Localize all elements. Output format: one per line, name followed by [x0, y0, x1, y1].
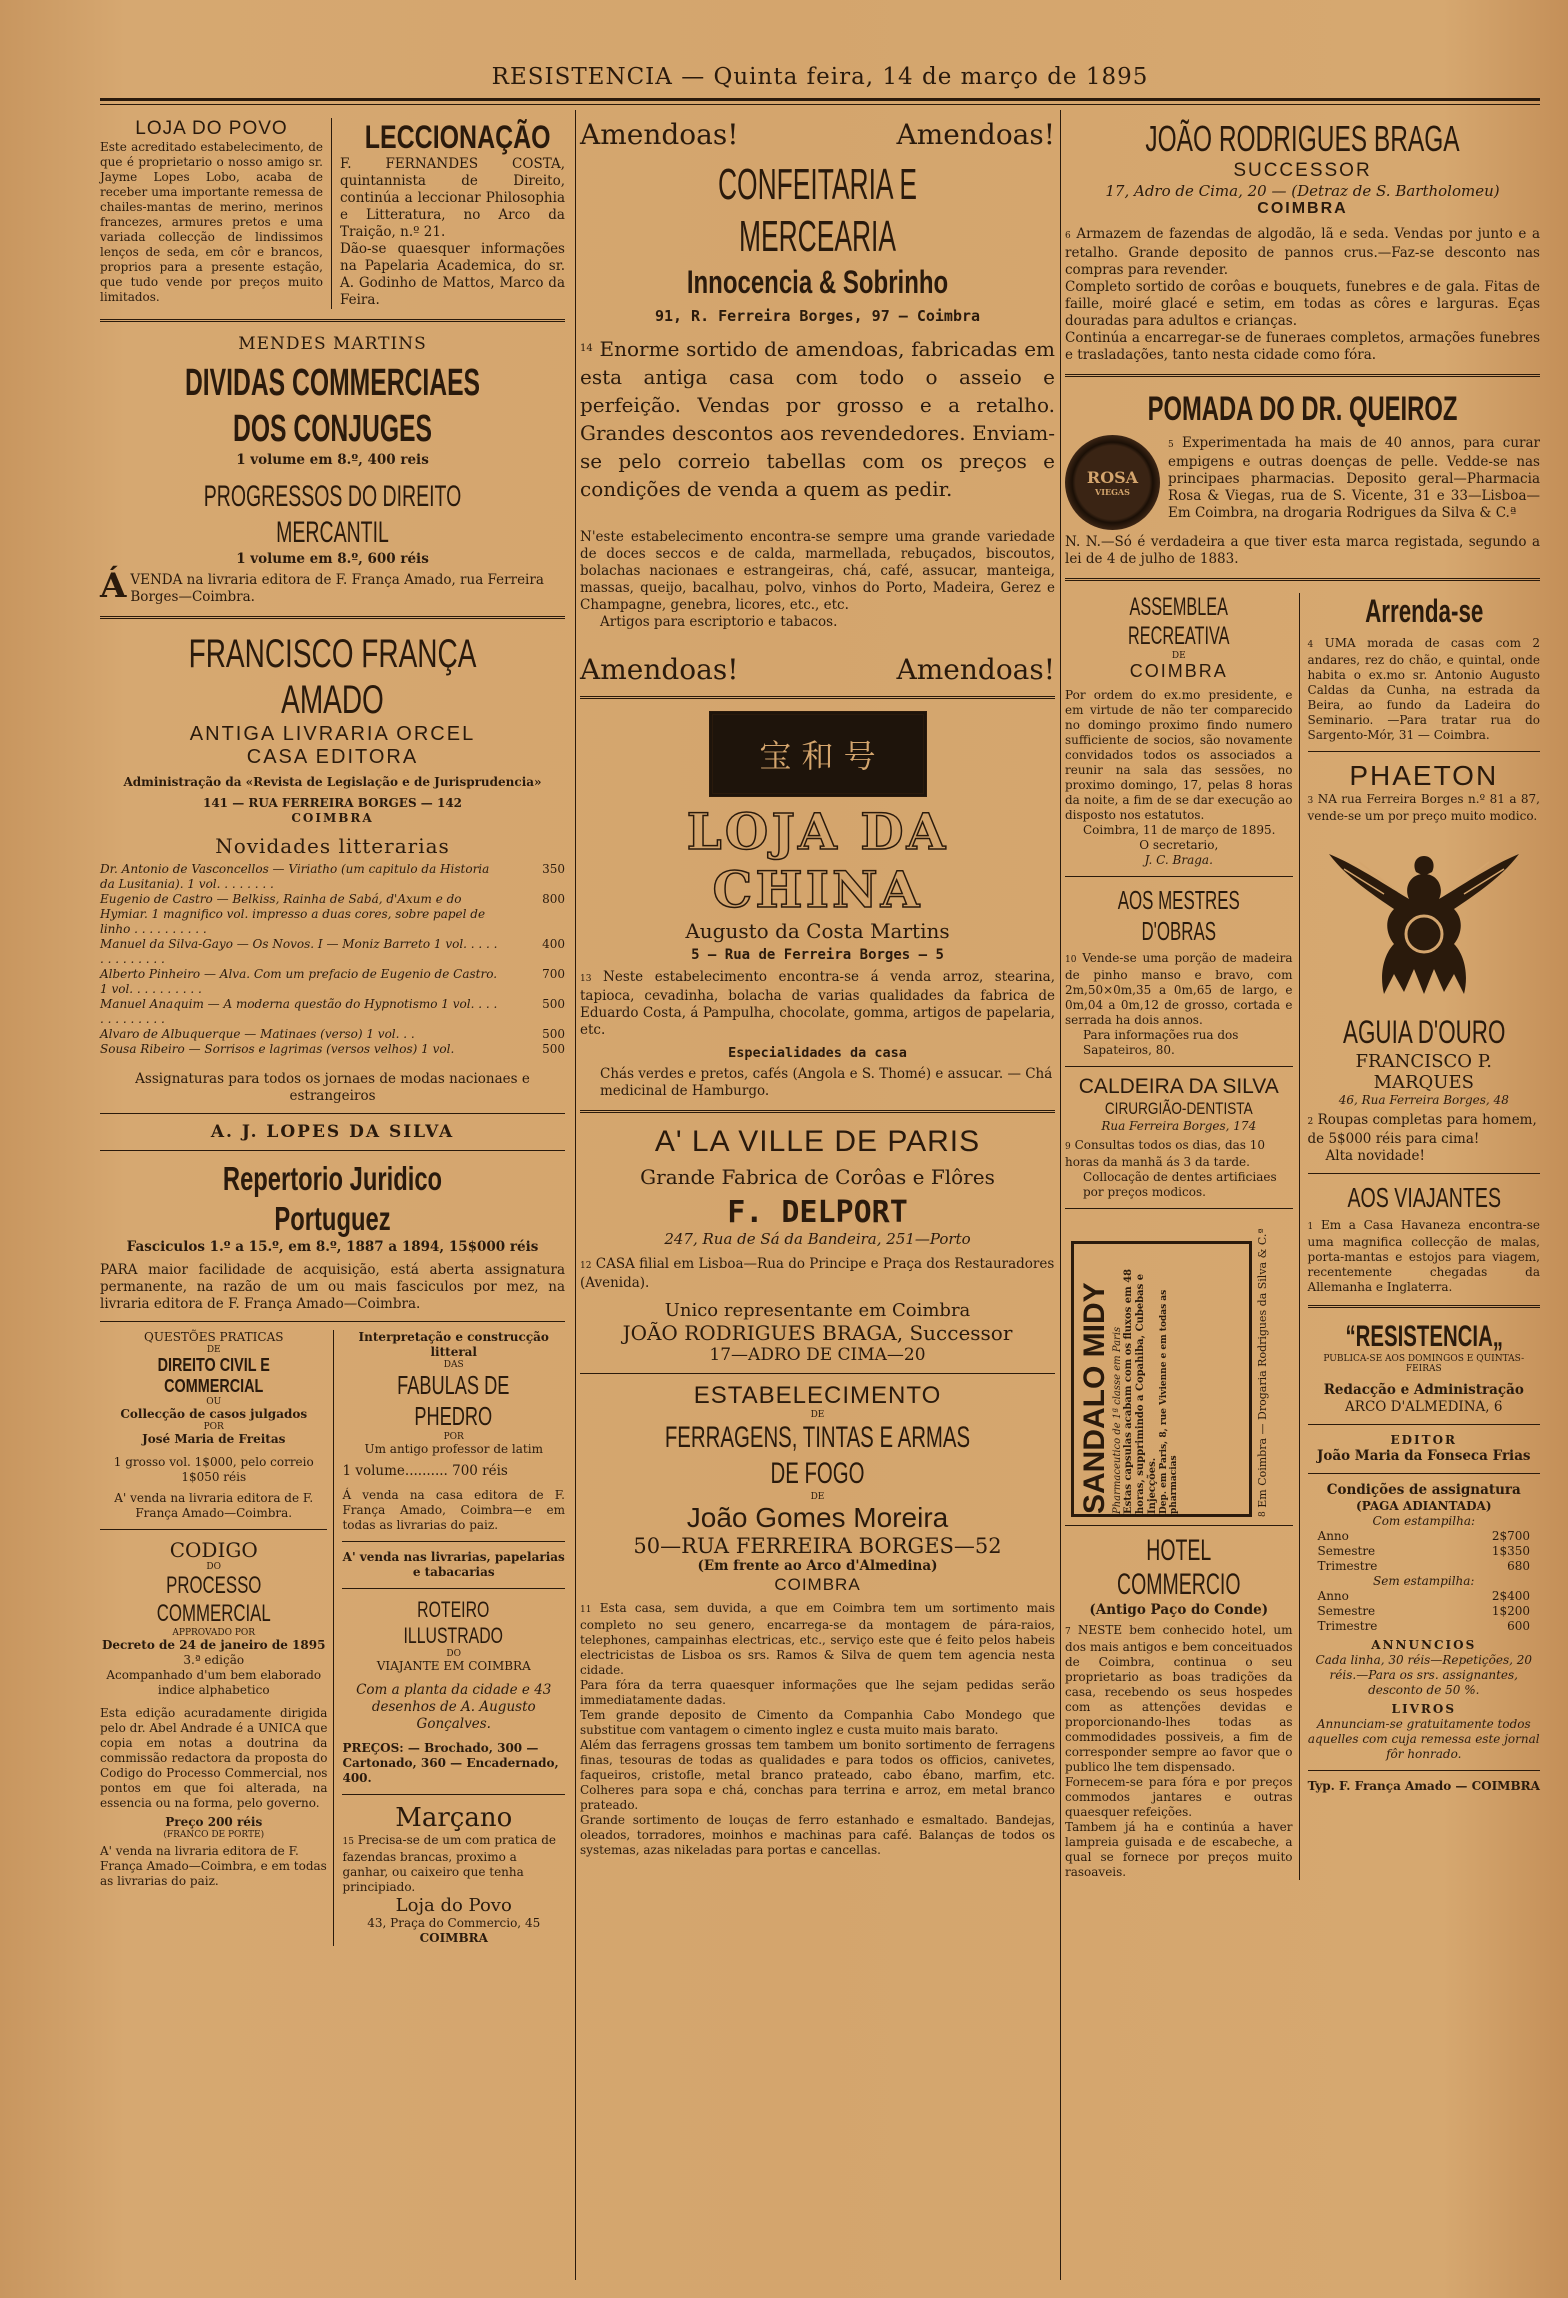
- editor-name: João Maria da Fonseca Frias: [1316, 1448, 1531, 1464]
- caldeira-title: CALDEIRA DA SILVA: [1078, 1075, 1279, 1098]
- codigo-heading: CODIGO: [169, 1538, 258, 1562]
- ad-leccionacao: [332, 118, 565, 309]
- divider: [1308, 1473, 1540, 1474]
- divider: [342, 1541, 565, 1542]
- ad-text: Este acreditado estabelecimento, de que é proprietario o nosso amigo sr. Jayme Lopes Lobo, acaba de receber uma importante remessa de chailes-mantas de merino, merinos francezes, armures pretos e uma variada collecção de lindissimos lenços de seda, em côr e brancos, proprios para a presente estação, que tudo vende por preços muito limitados.: [100, 140, 323, 304]
- divider: [1308, 1770, 1540, 1771]
- price-row: Semestre 1$200: [1317, 1604, 1530, 1618]
- novidades-heading: Novidades litterarias: [215, 834, 450, 858]
- codigo-edicao: 3.ª edição: [183, 1653, 245, 1667]
- fabulas-title: FABULAS DE PHEDRO: [397, 1370, 510, 1431]
- fabulas-venda: Á venda na casa editora de F. França Amado, Coimbra—e em todas as livrarias do paiz.: [342, 1488, 565, 1532]
- codigo-decreto: Decreto de 24 de janeiro de 1895: [102, 1638, 326, 1652]
- braga-successor: SUCCESSOR: [1233, 160, 1372, 181]
- book-row: Sousa Ribeiro — Sorrisos e lagrimas (versos velhos) 1 vol. 500: [100, 1042, 565, 1056]
- divider: [580, 1110, 1055, 1115]
- ville-sub: Grande Fabrica de Corôas e Flôres: [640, 1165, 995, 1189]
- ferragens-text: 11 Esta casa, sem duvida, a que em Coimbra tem um sortimento mais completo no seu genero, encarrega-se da montagem de pára-raios, telephones, campainhas electricas, etc., serviço este que é feito pelos habeis electricistas de Lisboa os srs. Ramos & Silva de quem tem agencia nesta cidade.: [580, 1601, 1055, 1677]
- masthead: RESISTENCIA — Quinta feira, 14 de março de 1895: [491, 64, 1149, 90]
- fabulas-das: DAS: [443, 1360, 464, 1370]
- livrarias-text: A' venda nas livrarias, papelarias e tabacarias: [342, 1550, 565, 1579]
- mestres-text: 10 Vende-se uma porção de madeira de pinho manso e bravo, com 2m,50×0m,35 a 0m,65 de largo, e 0m,04 a 0m,12 de grosso, cortada e serrada ha dois annos.: [1065, 951, 1293, 1027]
- book-row: Alberto Pinheiro — Alva. Com um prefacio de Eugenio de Castro. 1 vol. . . . . . . . . . 700: [100, 967, 565, 996]
- condicoes-heading: Condições de assignatura: [1326, 1482, 1521, 1498]
- aguia-novidade: Alta novidade!: [1325, 1148, 1425, 1164]
- estab-de: DE: [810, 1492, 825, 1502]
- questoes-author: José Maria de Freitas: [142, 1432, 286, 1446]
- ad-text: F. FERNANDES COSTA, quintannista de Direito, continúa a leccionar Philosophia e Litteratura, no Arco da Traição, n.º 21.: [340, 156, 565, 240]
- book-row: Dr. Antonio de Vasconcellos — Viriatho (um capitulo da Historia da Lusitania). 1 vol. . . . . . . . 350: [100, 862, 565, 891]
- pomada-nn: N. N.—Só é verdadeira a que tiver esta marca registada, segundo a lei de 4 de julho de 1883.: [1065, 534, 1540, 567]
- condicoes-paga: (PAGA ADIANTADA): [1356, 1499, 1492, 1513]
- amendoas-banner: Amendoas! Amendoas!: [580, 118, 1055, 151]
- mestres-info: Para informações rua dos Sapateiros, 80.: [1083, 1028, 1239, 1057]
- caldeira-consultas: 9 Consultas todos os dias, das 10 horas da manhã ás 3 da tarde.: [1065, 1138, 1266, 1169]
- marcano-text: 15 Precisa-se de um com pratica de fazendas brancas, proximo a ganhar, ou caixeiro que tenha principiado.: [342, 1833, 557, 1894]
- braga-continua: Continúa a encarregar-se de funeraes completos, armações funebres e trasladações, tanto nesta cidade como fóra.: [1065, 330, 1540, 363]
- column-1: [100, 118, 565, 1946]
- divider: [1065, 578, 1540, 583]
- divider: [1065, 1208, 1293, 1209]
- annuncios-text: Cada linha, 30 réis—Repetições, 20 réis.—Para os srs. assignantes, desconto de 50 %.: [1315, 1653, 1533, 1697]
- delport-rep-address: 17—ADRO DE CIMA—20: [709, 1345, 926, 1365]
- marcano-address: 43, Praça do Commercio, 45: [367, 1916, 541, 1930]
- book-row: Eugenio de Castro — Belkiss, Rainha de Sabá, d'Axum e do Hymiar. 1 magnifico vol. impresso a duas cores, sobre papel de linho . . . . . . . . . . 800: [100, 892, 565, 936]
- amendoas-banner: Amendoas! Amendoas!: [580, 653, 1055, 686]
- joao-gomes: João Gomes Moreira: [686, 1502, 949, 1533]
- sandalo-block: [1065, 1217, 1293, 1517]
- pomada-title: POMADA DO DR. QUEIROZ: [1147, 390, 1458, 428]
- sandalo-midy-ad: [1071, 1241, 1252, 1517]
- divider: [1308, 1424, 1540, 1425]
- column-divider: [575, 110, 576, 2280]
- delport-rep: JOÃO RODRIGUES BRAGA, Successor: [622, 1321, 1013, 1345]
- mestres-title: AOS MESTRES D'OBRAS: [1117, 885, 1240, 946]
- roteiro-desc: Com a planta da cidade e 43 desenhos de A. Augusto Gonçalves.: [356, 1682, 552, 1732]
- aguia-roupas: 2 Roupas completas para homem, de 5$000 réis para cima!: [1307, 1112, 1537, 1147]
- ville-title: A' LA VILLE DE PARIS: [654, 1125, 981, 1158]
- divider: [100, 1150, 565, 1151]
- header-rule: [100, 98, 1540, 105]
- sandalo-title: SANDALO MIDY: [1078, 1282, 1111, 1514]
- hotel-fornecem: Fornecem-se para fóra e por preços commodos jantares e outras quaesquer refeições.: [1065, 1775, 1293, 1819]
- publisher-city: COIMBRA: [291, 811, 374, 825]
- questoes-sub: Collecção de casos julgados: [120, 1407, 308, 1421]
- price-row: Anno 2$400: [1317, 1589, 1530, 1603]
- col3-split: [1065, 593, 1540, 1880]
- fabulas-price: 1 volume.......... 700 réis: [342, 1463, 508, 1479]
- ferragens-sortimento: Grande sortimento de louças de ferro estanhado e esmaltado. Bandejas, oleados, torradores, moinhos e machinas para café. Balanças de todos os systemas, azas nikeladas para portas e cancellas.: [580, 1813, 1055, 1857]
- china-sign: 宝 和 号: [709, 711, 927, 797]
- braga-armazem: 6 Armazem de fazendas de algodão, lã e seda. Vendas por junto e a retalho. Grande deposito de pannos crus.—Faz-se desconto nas compras para revender.: [1065, 226, 1540, 278]
- confeitaria-text: $^{14}$ Enorme sortido de amendoas, fabricadas em esta antiga casa com todo o asseio e perfeição. Vendas por grosso e a retalho. Grandes descontos aos revendedores. Enviam-se pelo correio tabellas com os preços e condições de venda a quem as pedir.: [580, 337, 1056, 501]
- divider: [580, 1373, 1055, 1374]
- viajantes-text: 1 Em a Casa Havaneza encontra-se uma magnifica collecção de malas, porta-mantas e estojos para viagem, recentemente chegadas da Allemanha e Inglaterra.: [1307, 1218, 1540, 1294]
- book-volume: 1 volume em 8.º, 400 reis: [236, 452, 429, 468]
- book-title: DIVIDAS COMMERCIAES DOS CONJUGES: [184, 362, 481, 450]
- sem-estampilha: Sem estampilha:: [1373, 1574, 1475, 1588]
- book-title: Repertorio Juridico Portuguez: [222, 1160, 443, 1237]
- phaeton-title: PHAETON: [1349, 760, 1499, 791]
- caldeira-sub: CIRURGIÃO-DENTISTA: [1104, 1099, 1253, 1118]
- livros-heading: LIVROS: [1391, 1702, 1456, 1716]
- eagle-illustration: [1308, 824, 1540, 1014]
- divider: [100, 319, 565, 324]
- estab-de: DE: [810, 1410, 825, 1420]
- arrenda-text: 4 UMA morada de casas com 2 andares, rez do chão, e quintal, onde habita o ex.mo sr. Antonio Augusto Caldas da Cunha, na estrada da Beira, ao fundo da Ladeira do Seminario. —Para tratar rua do Sargento-Mór, 31 — Coimbra.: [1307, 636, 1540, 742]
- divider: [1065, 1525, 1293, 1526]
- divider: [1308, 751, 1540, 752]
- book-row: Manuel da Silva-Gayo — Os Novos. I — Moniz Barreto 1 vol. . . . . . . . . . . . . . 400: [100, 937, 565, 966]
- codigo-venda: A' venda na livraria editora de F. França Amado—Coimbra, e em todas as livrarias do paiz.: [100, 1844, 327, 1888]
- questoes-price: 1 grosso vol. 1$000, pelo correio 1$050 réis: [113, 1455, 314, 1484]
- lower-ads: [100, 1330, 565, 1946]
- typ-footer: Typ. F. França Amado — COIMBRA: [1307, 1779, 1540, 1793]
- marcano-title: Marçano: [395, 1803, 513, 1833]
- eagle-icon: [1324, 834, 1524, 1004]
- book-volume: 1 volume em 8.º, 600 réis: [236, 551, 429, 567]
- publisher-line: ANTIGA LIVRARIA ORCEL: [189, 723, 476, 745]
- fabulas-por: POR: [443, 1432, 464, 1442]
- ad-title: LECCIONAÇÃO: [364, 119, 551, 155]
- delport-filial: 12 CASA filial em Lisboa—Rua do Principe e Praça dos Restauradores (Avenida).: [580, 1256, 1055, 1291]
- column-3: [1065, 118, 1540, 1880]
- codigo-price: Preço 200 réis: [165, 1815, 263, 1829]
- assemblea-braga: J. C. Braga.: [1144, 853, 1213, 867]
- sandalo-dep: Dep. em Paris, 8, rue Vivienne e em todas as pharmacias: [1159, 1289, 1179, 1514]
- assemblea-text: Por ordem do ex.mo presidente, e em virtude de não ter comparecido no domingo proximo findo numero sufficiente de socios, são novamente convidados todos os associados a reunir na sala das sessões, no proximo domingo, 17, pelas 8 horas da noite, a fim de se dar execução ao disposto nos estatutos.: [1065, 688, 1293, 822]
- codigo-text: Esta edição acuradamente dirigida pelo dr. Abel Andrade é a UNICA que copia em notas a doutrina da commissão redactora da proposta do Codigo do Processo Commercial, nos pontos em que foi alterada, na essencia ou na forma, pelo governo.: [100, 1706, 328, 1810]
- codigo-title: PROCESSO COMMERCIAL: [156, 1572, 271, 1627]
- assemblea-date: Coimbra, 11 de março de 1895.: [1083, 823, 1276, 837]
- divider: [342, 1588, 565, 1589]
- codigo-franco: (FRANCO DE PORTE): [163, 1830, 265, 1840]
- questoes-title: DIREITO CIVIL E COMMERCIAL: [157, 1355, 270, 1396]
- ferragens-cimento: Tem grande deposito de Cimento da Companhia Cabo Mondego que substitue com vantagem o cimento inglez e custa muito mais barato.: [580, 1708, 1055, 1737]
- ad-loja-do-povo: [100, 118, 332, 309]
- book-title: PROGRESSOS DO DIREITO MERCANTIL: [203, 480, 462, 549]
- price-row: Semestre 1$350: [1317, 1544, 1530, 1558]
- codigo-aprovado: APPROVADO POR: [172, 1628, 256, 1638]
- col3-right: [1300, 593, 1540, 1880]
- com-estampilha: Com estampilha:: [1372, 1514, 1476, 1528]
- delport-name: F. DELPORT: [727, 1195, 908, 1230]
- confeitaria-title: CONFEITARIA E MERCEARIA: [717, 160, 918, 261]
- confeitaria-artigos: Artigos para escriptorio e tabacos.: [600, 614, 838, 630]
- rosa-viegas-seal: ROSA VIEGAS: [1065, 435, 1160, 530]
- divider: [1065, 374, 1540, 379]
- divider: [100, 616, 565, 621]
- roteiro-title: ROTEIRO ILLUSTRADO: [403, 1597, 504, 1648]
- aguia-owner: FRANCISCO P. MARQUES: [1355, 1051, 1492, 1093]
- fabulas-author: Um antigo professor de latim: [364, 1442, 543, 1456]
- aguia-title: AGUIA D'OURO: [1342, 1014, 1505, 1050]
- marcano-city: COIMBRA: [419, 1931, 488, 1945]
- fabulas-heading: Interpretação e construcção litteral: [358, 1330, 549, 1359]
- codigo-do: DO: [206, 1562, 222, 1572]
- divider: [1065, 876, 1293, 877]
- assignatura-text: PARA maior facilidade de acquisição, está aberta assignatura permanente, na razão de um ou mais fasciculos por mez, na livraria editora de F. França Amado—Coimbra.: [100, 1262, 565, 1312]
- column-2: [580, 118, 1055, 1858]
- assemblea-de: DE: [1171, 651, 1186, 661]
- innocencia-name: Innocencia & Sobrinho: [686, 264, 949, 300]
- resistencia-title: “RESISTENCIA„: [1344, 1320, 1503, 1353]
- divider: [100, 1529, 327, 1530]
- assignaturas-text: Assignaturas para todos os jornaes de modas nacionaes e estrangeiros: [135, 1071, 530, 1104]
- loja-china-owner: Augusto da Costa Martins: [685, 919, 950, 943]
- ferragens-para-fora: Para fóra da terra quaesquer informações que lhe sejam pedidas serão immediatamente dadas.: [580, 1678, 1055, 1707]
- resistencia-redaccao: Redacção e Administração: [1323, 1382, 1524, 1398]
- top-ads: [100, 118, 565, 309]
- price-row: Trimestre 600: [1317, 1619, 1530, 1633]
- loja-china-address: 5 — Rua de Ferreira Borges — 5: [691, 947, 944, 963]
- ad-title: LOJA DO POVO: [135, 118, 288, 139]
- roteiro-do: DO: [446, 1649, 462, 1659]
- aguia-address: 46, Rua Ferreira Borges, 48: [1338, 1093, 1509, 1107]
- livros-text: Annunciam-se gratuitamente todos aquelles com cuja remessa este jornal fôr honrado.: [1307, 1717, 1540, 1761]
- sandalo-sub: Pharmaceutico de 1ª classe em Paris: [1112, 1326, 1123, 1514]
- braga-address: 17, Adro de Cima, 20 — (Detraz de S. Bartholomeu): [1105, 182, 1500, 200]
- ad-text: Dão-se quaesquer informações na Papelaria Academica, do sr. A. Godinho de Mattos, Marco da Feira.: [340, 241, 565, 308]
- pomada-block: [1065, 435, 1540, 568]
- sandalo-side-text: 8 Em Coimbra — Drogaria Rodrigues da Silva & C.ª: [1256, 1228, 1269, 1517]
- divider: [1065, 1066, 1293, 1067]
- right-subcolumn: [334, 1330, 565, 1946]
- column-divider: [1060, 110, 1061, 2280]
- chas-text: Chás verdes e pretos, cafés (Angola e S. Thomé) e assucar. — Chá medicinal de Hamburgo.: [600, 1066, 1053, 1099]
- roteiro-precos: PREÇOS: — Brochado, 300 — Cartonado, 360 — Encadernado, 400.: [342, 1741, 559, 1785]
- price-row: Anno 2$700: [1317, 1529, 1530, 1543]
- hotel-title: HOTEL COMMERCIO: [1117, 1534, 1241, 1601]
- questoes-ou: OU: [206, 1397, 222, 1407]
- price-table-sem: [1308, 1589, 1540, 1634]
- roteiro-sub: VIAJANTE EM COIMBRA: [376, 1659, 531, 1673]
- assemblea-city: COIMBRA: [1129, 661, 1228, 681]
- braga-city: COIMBRA: [1257, 200, 1348, 217]
- resistencia-arco: ARCO D'ALMEDINA, 6: [1345, 1399, 1503, 1415]
- divider: [342, 1794, 565, 1795]
- publisher-name: FRANCISCO FRANÇA AMADO: [188, 632, 477, 722]
- ferragens-title: FERRAGENS, TINTAS E ARMAS DE FOGO: [664, 1421, 971, 1490]
- resistencia-publica: PUBLICA-SE AOS DOMINGOS E QUINTAS-FEIRAS: [1323, 1354, 1525, 1374]
- book-row: Alvaro de Albuquerque — Matinaes (verso) 1 vol. . . 500: [100, 1027, 565, 1041]
- editor-heading: EDITOR: [1390, 1433, 1458, 1447]
- phaeton-text: 3 NA rua Ferreira Borges n.º 81 a 87, vende-se um por preço muito modico.: [1307, 792, 1540, 823]
- book-row: Manuel Anaquim — A moderna questão do Hypnotismo 1 vol. . . . . . . . . . . . . 500: [100, 997, 565, 1026]
- divider: [1308, 1305, 1540, 1310]
- hotel-tambem: Tambem já ha e continúa a haver lampreia guisada e de escabeche, a qual se fornece por preços muito rasoaveis.: [1065, 1820, 1293, 1879]
- pomada-text: 5 Experimentada ha mais de 40 annos, para curar empigens e outras doenças de pelle. Vedde-se nas principaes pharmacias. Deposito geral—Pharmacia Rosa & Viegas, rua de S. Vicente, 31 e 33—Lisboa—Em Coimbra, na drogaria Rodrigues da Silva & C.ª: [1168, 435, 1540, 521]
- sandalo-text: Estas capsulas acabam com os fluxos em 48 horas, supprimindo a Copahiba, Cubebas e Injecções.: [1123, 1268, 1158, 1514]
- viajantes-title: AOS VIAJANTES: [1346, 1182, 1501, 1213]
- hotel-text: 7 NESTE bem conhecido hotel, um dos mais antigos e bem conceituados de Coimbra, continua o seu proprietario as boas tradições da casa, recebendo os seus hospedes com as attenções devidas e proporcionando-lhes todas as commodidades possiveis, a fim de corresponder sempre ao favor que o publico lhe tem dispensado.: [1065, 1623, 1293, 1774]
- delport-unico: Unico representante em Coimbra: [664, 1300, 971, 1321]
- divider: [100, 1113, 565, 1114]
- divider: [100, 1321, 565, 1322]
- author-name: A. J. LOPES DA SILVA: [210, 1122, 455, 1142]
- price-row: Trimestre 680: [1317, 1559, 1530, 1573]
- price-table-com: [1308, 1529, 1540, 1574]
- col3-left: [1065, 593, 1300, 1880]
- braga-completo: Completo sortido de corôas e bouquets, funebres e de gala. Fitas de faille, moiré glacé e setim, em todas as côres e larguras. Eças douradas para adultos e crianças.: [1065, 279, 1540, 329]
- caldeira-collocacao: Collocação de dentes artificiaes por preços modicos.: [1083, 1170, 1277, 1199]
- assemblea-secretario: O secretario,: [1139, 838, 1219, 852]
- loja-china-title: LOJA DA CHINA: [686, 802, 949, 919]
- left-subcolumn: [100, 1330, 334, 1946]
- assemblea-title: ASSEMBLEA RECREATIVA: [1128, 593, 1230, 650]
- coimbra-label: COIMBRA: [774, 1575, 861, 1594]
- publisher-address: 141 — RUA FERREIRA BORGES — 142: [202, 796, 463, 810]
- questoes-venda: A' venda na livraria editora de F. França Amado—Coimbra.: [114, 1491, 314, 1520]
- questoes-heading: QUESTÕES PRATICAS: [143, 1330, 284, 1344]
- publisher-line: Administração da «Revista de Legislação e de Jurisprudencia»: [123, 775, 542, 789]
- braga-title: JOÃO RODRIGUES BRAGA: [1145, 118, 1460, 159]
- codigo-indice: Acompanhado d'um bem elaborado indice alphabetico: [106, 1668, 322, 1697]
- ferragens-alem: Além das ferragens grossas tem tambem um bonito sortimento de ferragens finas, tesouras de todas as qualidades e para todos os officios, canivetes, faqueiros, cristofle, metal branco prateado, cabo ébano, marfim, etc. Colheres para sopa e chá, conchas para terrina e arroz, em metal branco prateado.: [580, 1738, 1055, 1812]
- divider: [1308, 1173, 1540, 1174]
- confeitaria-address: 91, R. Ferreira Borges, 97 — Coimbra: [654, 307, 981, 325]
- annuncios-heading: ANNUNCIOS: [1371, 1638, 1477, 1652]
- especialidades-heading: Especialidades da casa: [728, 1045, 907, 1061]
- em-frente: (Em frente ao Arco d'Almedina): [697, 1558, 938, 1574]
- delport-address: 247, Rua de Sá da Bandeira, 251—Porto: [664, 1230, 971, 1248]
- arrenda-title: Arrenda-se: [1364, 593, 1483, 629]
- estab-heading: ESTABELECIMENTO: [693, 1382, 942, 1409]
- author-name: MENDES MARTINS: [238, 334, 427, 354]
- confeitaria-desc: N'este estabelecimento encontra-se sempre uma grande variedade de doces seccos e de calda, marmellada, rebuçados, biscoutos, bolachas nacionaes e estrangeiras, chá, café, assucar, manteiga, massas, queijo, bacalhau, polvo, vinhos do Porto, Madeira, Gerez e Champagne, genebra, licores, etc., etc.: [580, 529, 1055, 613]
- book-info: Fasciculos 1.º a 15.º, em 8.º, 1887 a 1894, 15$000 réis: [126, 1239, 539, 1255]
- loja-china-text: 13 Neste estabelecimento encontra-se á venda arroz, stearina, tapioca, cevadinha, bolacha de varias qualidades da fabrica de Eduardo Costa, á Pampulha, chocolate, gomma, artigos de papelaria, etc.: [580, 969, 1056, 1038]
- questoes-por: POR: [203, 1422, 224, 1432]
- caldeira-address: Rua Ferreira Borges, 174: [1101, 1119, 1257, 1133]
- marcano-shop: Loja do Povo: [395, 1895, 512, 1916]
- joao-gomes-address: 50—RUA FERREIRA BORGES—52: [633, 1534, 1002, 1558]
- publisher-line: CASA EDITORA: [246, 746, 419, 768]
- divider: [580, 696, 1055, 701]
- venda-text: ÁVENDA na livraria editora de F. França Amado, rua Ferreira Borges—Coimbra.: [100, 566, 544, 606]
- book-list: [100, 862, 565, 1057]
- questoes-de: DE: [206, 1345, 221, 1355]
- hotel-sub: (Antigo Paço do Conde): [1089, 1602, 1269, 1618]
